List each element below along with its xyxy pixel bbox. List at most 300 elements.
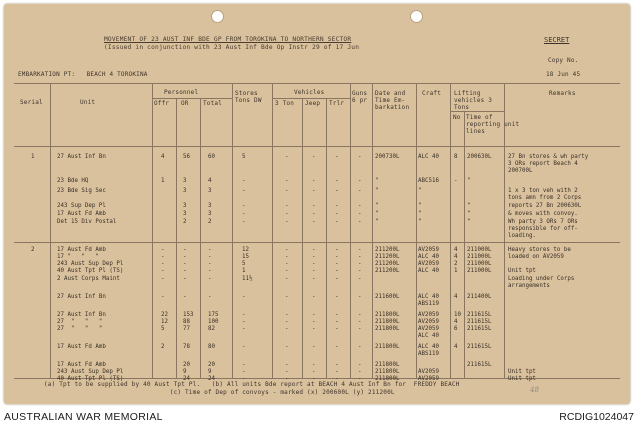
document-subtitle: (Issued in conjunction with 23 Aust Inf Bde Op Instr 29 of 17 Jun [104, 44, 360, 51]
cell-dt: 211800L [375, 344, 400, 350]
cell-dt: 211800L [375, 362, 400, 368]
cell-v3: - [285, 154, 289, 160]
cell-unit: 17 Aust Fd Amb [57, 344, 106, 350]
cell-guns: - [358, 294, 362, 300]
cell-dt: 211600L [375, 294, 400, 300]
table-row [4, 233, 630, 240]
cell-unit: 27 Aust Inf Bn [57, 312, 106, 318]
cell-craft: AV2059 [418, 326, 439, 332]
cell-vj: - [312, 178, 316, 184]
cell-tr: " [467, 178, 471, 184]
cell-unit: 243 Aust Sup Dep Pl [57, 261, 124, 267]
cell-craft: ALC 40 [418, 268, 439, 274]
cell-vt: - [335, 362, 339, 368]
cell-or: 3 [183, 188, 187, 194]
table-row [4, 294, 630, 301]
cell-stores: - [242, 376, 246, 382]
cell-guns: - [358, 312, 362, 318]
cell-craft: ALC 40 [418, 294, 439, 300]
cell-craft: ALC 40 [418, 254, 439, 260]
cell-stores: - [242, 294, 246, 300]
table-row [4, 369, 630, 376]
cell-tr: 211400L [467, 294, 492, 300]
cell-vt: - [335, 268, 339, 274]
table-row [4, 168, 630, 175]
cell-dt: 211800L [375, 319, 400, 325]
table-row [4, 261, 630, 268]
cell-craft: ABC516 [418, 178, 439, 184]
cell-offr: 2 [161, 344, 165, 350]
cell-dt: 211200L [375, 268, 400, 274]
cell-v3: - [285, 319, 289, 325]
table-top-rule [14, 83, 620, 84]
cell-stores: - [242, 319, 246, 325]
pencil-annotation: 48 [530, 386, 539, 394]
cell-guns: - [358, 211, 362, 217]
footnote: (a) Tpt to be supplied by 40 Aust Tpt Pl. (b) All units Bde report at BEACH 4 Aust Inf Bn for FREDDY BEACH [44, 381, 460, 388]
cell-v3: - [285, 276, 289, 282]
cell-dt: " [375, 219, 379, 225]
cell-unit: Det 15 Div Postal [57, 219, 117, 225]
cell-dt: 211800L [375, 326, 400, 332]
cell-no: 2 [454, 261, 458, 267]
header-offr: Offr [154, 100, 170, 107]
document-sheet [4, 4, 630, 404]
table-row [4, 283, 630, 290]
cell-total: - [208, 261, 212, 267]
cell-v3: - [285, 362, 289, 368]
header-no: No [453, 114, 461, 121]
cell-stores: - [242, 219, 246, 225]
cell-vt: - [335, 369, 339, 375]
cell-guns: - [358, 369, 362, 375]
cell-offr: 1 [161, 178, 165, 184]
header-trlr: Trlr [329, 100, 345, 107]
cell-or: 24 [183, 376, 190, 382]
cell-craft: AV2059 [418, 369, 439, 375]
cell-craft: ABS119 [418, 351, 439, 357]
cell-or: 9 [183, 369, 187, 375]
header-date-time: Date and Time Em- barkation [375, 90, 410, 111]
cell-rem: loading. [508, 233, 536, 239]
cell-v3: - [285, 312, 289, 318]
cell-vt: - [335, 319, 339, 325]
cell-unit: 17 Aust Fd Amb [57, 211, 106, 217]
cell-offr: 4 [161, 154, 165, 160]
cell-craft: ALC 40 [418, 344, 439, 350]
header-remarks: Remarks [549, 90, 576, 97]
cell-vt: - [335, 178, 339, 184]
table-row [4, 219, 630, 226]
cell-vj: - [312, 268, 316, 274]
cell-rem: 3 ORs report Beach 4 [508, 161, 578, 167]
cell-guns: - [358, 276, 362, 282]
cell-stores: 1 [242, 268, 246, 274]
header-unit: Unit [80, 99, 96, 106]
cell-unit: 243 Sup Dep Pl [57, 203, 106, 209]
cell-craft: ALC 40 [418, 333, 439, 339]
table-row [4, 333, 630, 340]
archive-footer [0, 408, 640, 426]
cell-unit: 17 Aust Fd Amb [57, 362, 106, 368]
cell-tr: 211000L [467, 268, 492, 274]
cell-guns: - [358, 326, 362, 332]
cell-v3: - [285, 203, 289, 209]
header-jeep: Jeep [305, 100, 321, 107]
archive-reference: RCDIG1024047 [559, 411, 634, 423]
cell-craft: " [418, 219, 422, 225]
cell-or: - [183, 294, 187, 300]
table-row [4, 312, 630, 319]
cell-tr: 200630L [467, 154, 492, 160]
table-row [4, 301, 630, 308]
table-row [4, 195, 630, 202]
cell-total: 3 [208, 211, 212, 217]
cell-no: 10 [454, 312, 461, 318]
document-title: MOVEMENT OF 23 AUST INF BDE GP FROM TOROKINA TO NORTHERN SECTOR [104, 36, 352, 43]
cell-rem: Unit tpt [508, 376, 536, 382]
embarkation-point: EMBARKATION PT: BEACH 4 TOROKINA [18, 71, 148, 78]
cell-vt: - [335, 247, 339, 253]
cell-vt: - [335, 219, 339, 225]
table-row [4, 188, 630, 195]
cell-no: 4 [454, 254, 458, 260]
cell-or: 56 [183, 154, 190, 160]
cell-stores: - [242, 362, 246, 368]
cell-stores: - [242, 211, 246, 217]
cell-offr: 12 [161, 319, 168, 325]
cell-craft: AV2059 [418, 319, 439, 325]
cell-dt: " [375, 188, 379, 194]
cell-dt: 211200L [375, 261, 400, 267]
table-row [4, 268, 630, 275]
cell-vt: - [335, 261, 339, 267]
cell-unit: 27 Aust Inf Bn [57, 154, 106, 160]
table-row [4, 211, 630, 218]
cell-rem: reports 27 Bn 200630L [508, 203, 582, 209]
cell-dt: 200730L [375, 154, 400, 160]
cell-dt: 211800L [375, 376, 400, 382]
header-bottom-rule [14, 146, 620, 147]
lifting-rule [450, 111, 504, 112]
cell-dt: " [375, 211, 379, 217]
cell-no: 4 [454, 344, 458, 350]
header-time-reporting: Time of reporting unit lines [466, 114, 520, 135]
punch-hole [211, 10, 224, 23]
section-rule [14, 242, 620, 243]
cell-or: 2 [183, 219, 187, 225]
cell-no: 8 [454, 154, 458, 160]
cell-offr: - [161, 247, 165, 253]
cell-tr: " [467, 211, 471, 217]
cell-unit: 23 Bde HQ [57, 178, 89, 184]
cell-total: 60 [208, 154, 215, 160]
header-serial: Serial [20, 99, 43, 106]
cell-or: - [183, 247, 187, 253]
cell-tr: 211000L [467, 247, 492, 253]
table-row [4, 154, 630, 161]
cell-total: 2 [208, 219, 212, 225]
table-row [4, 326, 630, 333]
cell-v3: - [285, 294, 289, 300]
cell-tr: 211615L [467, 319, 492, 325]
cell-dt: 211200L [375, 247, 400, 253]
cell-stores: - [242, 326, 246, 332]
cell-total: - [208, 276, 212, 282]
cell-rem: Unit tpt [508, 369, 536, 375]
archive-name: AUSTRALIAN WAR MEMORIAL [4, 411, 163, 423]
cell-unit: 23 Bde Sig Sec [57, 188, 106, 194]
cell-v3: - [285, 344, 289, 350]
cell-dt: 211800L [375, 312, 400, 318]
cell-total: 20 [208, 362, 215, 368]
cell-v3: - [285, 188, 289, 194]
cell-or: 3 [183, 211, 187, 217]
table-row [4, 203, 630, 210]
cell-stores: - [242, 178, 246, 184]
cell-unit: 2 Aust Corps Maint [57, 276, 120, 282]
cell-guns: - [358, 188, 362, 194]
document-date: 18 Jun 45 [546, 71, 581, 78]
cell-vt: - [335, 344, 339, 350]
table-row [4, 276, 630, 283]
cell-rem: loaded on AV2059 [508, 254, 564, 260]
cell-total: 9 [208, 369, 212, 375]
cell-or: - [183, 268, 187, 274]
cell-or: - [183, 261, 187, 267]
cell-stores: 5 [242, 154, 246, 160]
cell-or: 77 [183, 326, 190, 332]
cell-dt: 211800L [375, 369, 400, 375]
cell-unit: 243 Aust Sup Dep Pl [57, 369, 124, 375]
footnote: (c) Time of Dep of convoys - marked (x) 200600L (y) 211200L [44, 389, 395, 396]
cell-tr: 211000L [467, 261, 492, 267]
cell-guns: - [358, 247, 362, 253]
cell-stores: 5 [242, 261, 246, 267]
cell-v3: - [285, 268, 289, 274]
cell-dt: 211200L [375, 254, 400, 260]
table-row [4, 344, 630, 351]
cell-tr: 211615L [467, 326, 492, 332]
cell-dt: " [375, 203, 379, 209]
cell-offr: 5 [161, 326, 165, 332]
cell-total: 175 [208, 312, 219, 318]
cell-rem: Wh party 3 ORs 7 ORs [508, 219, 578, 225]
cell-stores: - [242, 369, 246, 375]
cell-stores: - [242, 188, 246, 194]
cell-guns: - [358, 254, 362, 260]
cell-guns: - [358, 261, 362, 267]
cell-guns: - [358, 268, 362, 274]
cell-tr: " [467, 203, 471, 209]
cell-total: - [208, 254, 212, 260]
cell-stores: - [242, 312, 246, 318]
cell-tr: " [467, 219, 471, 225]
table-row [4, 254, 630, 261]
cell-offr: - [161, 294, 165, 300]
cell-guns: - [358, 219, 362, 225]
classification-stamp: SECRET [544, 36, 570, 44]
cell-no: 4 [454, 247, 458, 253]
cell-total: 3 [208, 203, 212, 209]
cell-dt: " [375, 178, 379, 184]
cell-stores: - [242, 344, 246, 350]
cell-rem: 27 Bn stores & wh party [508, 154, 589, 160]
cell-unit: 17 " " " [57, 254, 99, 260]
cell-unit: 40 Aust Tpt Pl (TS) [57, 268, 124, 274]
cell-vj: - [312, 294, 316, 300]
cell-v3: - [285, 219, 289, 225]
cell-or: 3 [183, 178, 187, 184]
cell-no: 4 [454, 294, 458, 300]
cell-v3: - [285, 254, 289, 260]
cell-vt: - [335, 154, 339, 160]
cell-v3: - [285, 178, 289, 184]
cell-vj: - [312, 362, 316, 368]
cell-vj: - [312, 247, 316, 253]
cell-vt: - [335, 211, 339, 217]
cell-vt: - [335, 276, 339, 282]
header-craft: Craft [422, 90, 442, 97]
cell-tr: 211615L [467, 362, 492, 368]
cell-or: 3 [183, 203, 187, 209]
cell-vt: - [335, 203, 339, 209]
cell-craft: AV2059 [418, 312, 439, 318]
cell-rem: Unit tpt [508, 268, 536, 274]
cell-vj: - [312, 376, 316, 382]
cell-guns: - [358, 319, 362, 325]
cell-craft: ALC 40 [418, 154, 439, 160]
header-personnel: Personnel [164, 89, 199, 96]
table-row [4, 362, 630, 369]
cell-craft: AV2059 [418, 261, 439, 267]
cell-offr: 22 [161, 312, 168, 318]
header-3-ton: 3 Ton [275, 100, 295, 107]
header-stores: Stores Tons DW [235, 90, 262, 104]
personnel-rule [152, 98, 232, 99]
cell-unit: 40 Aust Tpt Pl (TS) [57, 376, 124, 382]
cell-total: 100 [208, 319, 219, 325]
cell-craft: " [418, 188, 422, 194]
cell-total: 4 [208, 178, 212, 184]
cell-v3: - [285, 369, 289, 375]
cell-or: 88 [183, 319, 190, 325]
cell-vj: - [312, 369, 316, 375]
cell-guns: - [358, 344, 362, 350]
table-row [4, 226, 630, 233]
cell-rem: 200700L [508, 168, 533, 174]
cell-vj: - [312, 211, 316, 217]
cell-vj: - [312, 319, 316, 325]
cell-total: - [208, 294, 212, 300]
cell-vj: - [312, 188, 316, 194]
cell-offr: - [161, 276, 165, 282]
cell-total: 82 [208, 326, 215, 332]
cell-tr: 211615L [467, 312, 492, 318]
table-row [4, 178, 630, 185]
cell-vj: - [312, 219, 316, 225]
cell-or: 20 [183, 362, 190, 368]
cell-or: 78 [183, 344, 190, 350]
cell-craft: AV2059 [418, 247, 439, 253]
cell-rem: Heavy stores to be [508, 247, 571, 253]
cell-guns: - [358, 154, 362, 160]
cell-offr: - [161, 254, 165, 260]
table-row [4, 319, 630, 326]
cell-or: 153 [183, 312, 194, 318]
cell-craft: AV2059 [418, 376, 439, 382]
cell-or: - [183, 254, 187, 260]
cell-stores: 15 [242, 254, 249, 260]
cell-tr: 211615L [467, 344, 492, 350]
cell-unit: 27 " " " [57, 319, 103, 325]
punch-hole [410, 10, 423, 23]
table-row [4, 161, 630, 168]
cell-v3: - [285, 261, 289, 267]
cell-no: 6 [454, 326, 458, 332]
cell-vj: - [312, 344, 316, 350]
cell-v3: - [285, 247, 289, 253]
cell-total: 24 [208, 376, 215, 382]
cell-guns: - [358, 376, 362, 382]
cell-tr: 211000L [467, 254, 492, 260]
cell-stores: 12 [242, 247, 249, 253]
cell-total: 80 [208, 344, 215, 350]
cell-rem: Loading under Corps [508, 276, 575, 282]
cell-stores: 11½ [242, 276, 253, 282]
cell-vj: - [312, 312, 316, 318]
cell-craft: " [418, 203, 422, 209]
cell-unit: 27 " " " [57, 326, 103, 332]
cell-vt: - [335, 376, 339, 382]
header-lifting: Lifting vehicles 3 Tons [454, 90, 493, 111]
cell-vj: - [312, 203, 316, 209]
cell-no: 1 [454, 268, 458, 274]
cell-vj: - [312, 154, 316, 160]
cell-vt: - [335, 312, 339, 318]
cell-stores: - [242, 203, 246, 209]
table-row [4, 247, 630, 254]
cell-offr: - [161, 268, 165, 274]
header-guns: Guns 6 pr [352, 90, 368, 104]
cell-guns: - [358, 178, 362, 184]
cell-offr: - [161, 261, 165, 267]
cell-total: - [208, 247, 212, 253]
cell-total: 3 [208, 188, 212, 194]
cell-craft: ABS119 [418, 301, 439, 307]
cell-rem: tons amn from 2 Corps [508, 195, 582, 201]
cell-serial: 2 [31, 247, 35, 253]
vehicles-rule [272, 98, 350, 99]
cell-unit: 27 Aust Inf Bn [57, 294, 106, 300]
cell-guns: - [358, 362, 362, 368]
cell-rem: responsible for off- [508, 226, 578, 232]
cell-v3: - [285, 326, 289, 332]
table-row [4, 351, 630, 358]
cell-vj: - [312, 261, 316, 267]
cell-vt: - [335, 188, 339, 194]
cell-rem: 1 x 3 ton veh with 2 [508, 188, 578, 194]
cell-v3: - [285, 376, 289, 382]
cell-vj: - [312, 276, 316, 282]
cell-or: - [183, 276, 187, 282]
cell-vj: - [312, 326, 316, 332]
cell-no: - [454, 178, 458, 184]
cell-vj: - [312, 254, 316, 260]
cell-rem: arrangements [508, 283, 550, 289]
cell-v3: - [285, 211, 289, 217]
cell-vt: - [335, 294, 339, 300]
